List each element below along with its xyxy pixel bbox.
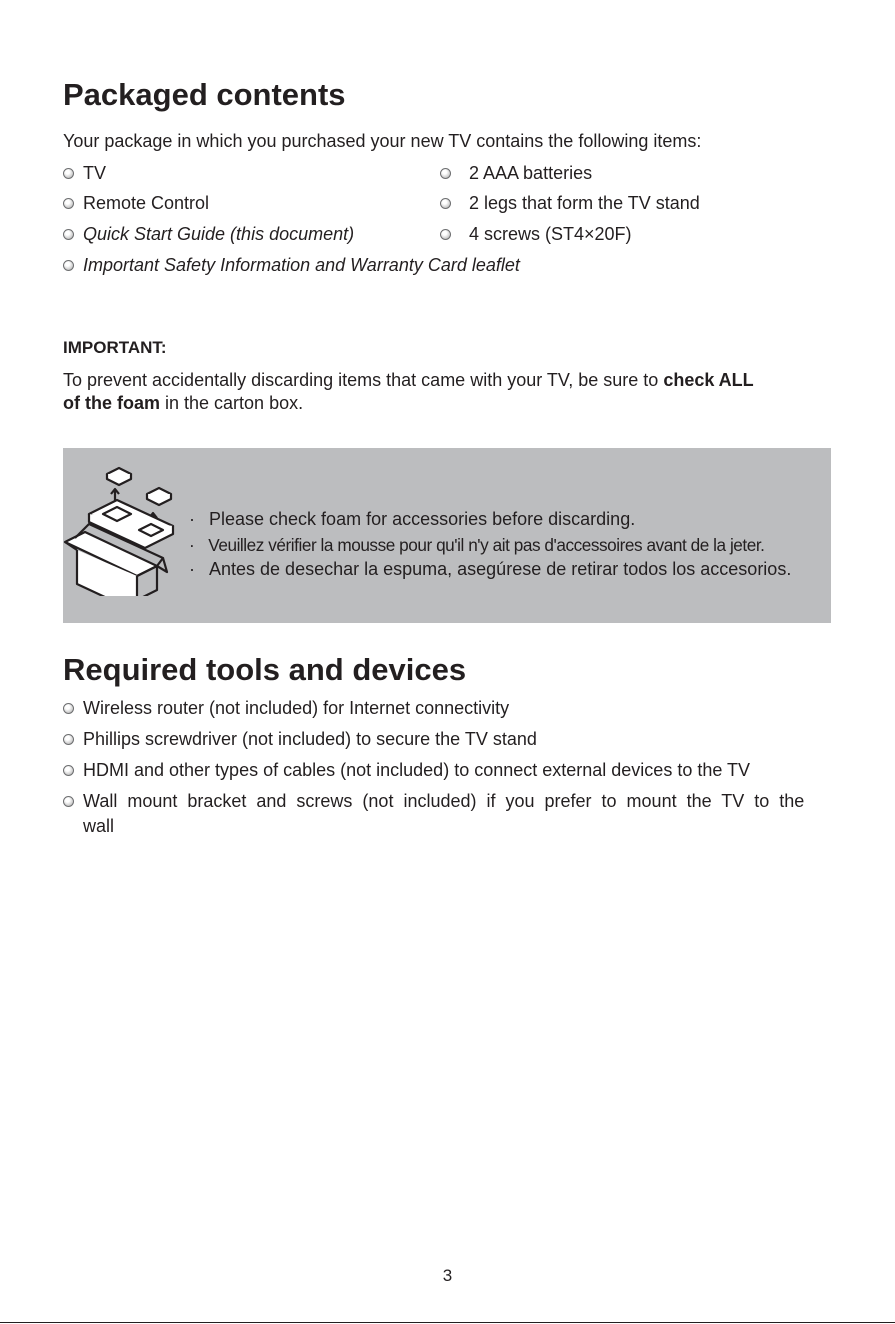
bullet-circle-icon — [440, 229, 451, 240]
bullet-circle-icon — [63, 168, 74, 179]
notice-line-en: · Please check foam for accessories before discarding. — [189, 509, 636, 529]
page-number: 3 — [442, 1266, 453, 1285]
important-label: IMPORTANT: — [63, 338, 167, 357]
important-text: To prevent accidentally discarding items that came with your TV, be sure to check ALL of the foam in the carton box. — [63, 370, 754, 413]
foam-notice-box — [63, 448, 831, 623]
bullet-circle-icon — [63, 796, 74, 807]
bullet-circle-icon — [63, 765, 74, 776]
page: Packaged contents Your package in which you purchased your new TV contains the following items: TV Remote Control Quick Start Guide (this document) Important Safety Information and Warranty Card leaflet 2 AAA batteries 2 legs that form the TV stand 4 screws (ST4×20F) IMPORTANT: To prevent accidentally discarding items that came with your TV, be sure to check ALL of the foam in the carton box. · Please check foam for accessories before discarding. · Veuillez vérifier la mousse pour qu'il n'y ait pas d'accessoires avant de la jeter. · Antes de desechar la espuma, asegúrese de retirar todos los accesorios. Required tools and devices Wireless router (not included) for Internet connectivity Phillips screwdriver (not included) to secure the TV stand HDMI and other types of cables (not included) to connect external devices to the TV Wall mount bracket and screws (not included) if you prefer to mount the TV to the wall 3 — [0, 0, 895, 1324]
bullet-circle-icon — [63, 703, 74, 714]
bullet-circle-icon — [63, 260, 74, 271]
section-title-packaged-contents: Packaged contents — [63, 77, 346, 112]
bullet-circle-icon — [63, 198, 74, 209]
notice-line-es: · Antes de desechar la espuma, asegúrese de retirar todos los accesorios. — [189, 559, 792, 579]
section-title-required-tools: Required tools and devices — [63, 652, 467, 687]
carton-box-foam-icon — [63, 466, 188, 596]
list-item-continuation: wall — [83, 816, 115, 836]
notice-line-fr: · Veuillez vérifier la mousse pour qu'il n'y ait pas d'accessoires avant de la jeter. — [189, 535, 765, 555]
bottom-rule — [0, 1322, 895, 1323]
bullet-circle-icon — [440, 198, 451, 209]
bullet-circle-icon — [63, 229, 74, 240]
packaged-intro: Your package in which you purchased your new TV contains the following items: — [63, 131, 702, 151]
bullet-circle-icon — [63, 734, 74, 745]
bullet-circle-icon — [440, 168, 451, 179]
